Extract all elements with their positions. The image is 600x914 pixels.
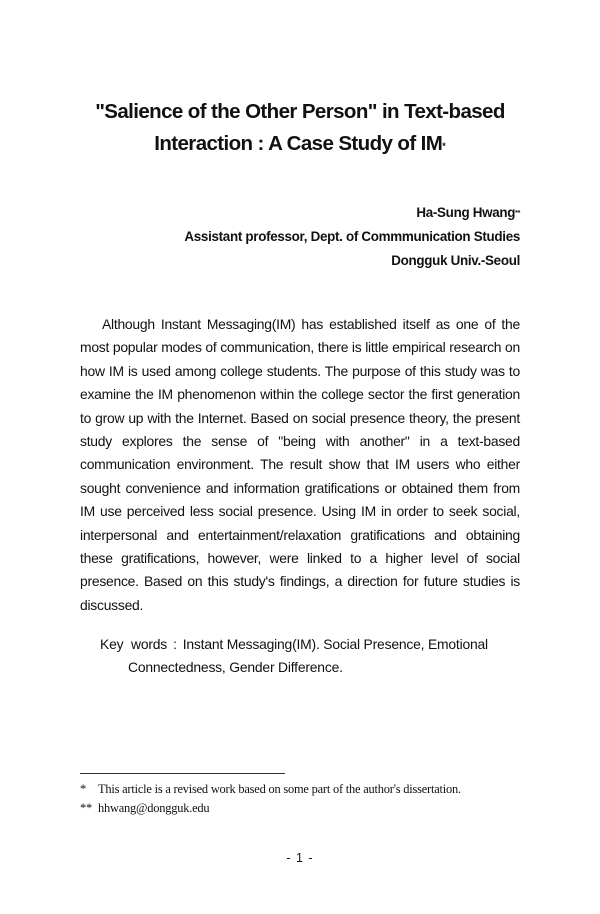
footnote-1-mark: *: [80, 782, 86, 796]
author-footnote-marker: **: [515, 210, 520, 217]
footnote-divider: [80, 773, 285, 774]
footnote-2-mark: **: [80, 801, 92, 815]
keywords-line-1: Instant Messaging(IM). Social Presence, Emotional: [182, 636, 488, 652]
title-line-1: "Salience of the Other Person" in Text-based: [95, 100, 505, 123]
footnote-1-text: This article is a revised work based on some part of the author's dissertation.: [98, 782, 461, 796]
author-block: [184, 201, 520, 273]
title-line-2: Interaction : A Case Study of IM: [154, 132, 443, 155]
footnote-1: [80, 780, 520, 799]
keywords-line-2: Connectedness, Gender Difference.: [128, 659, 343, 675]
paper-title: [40, 96, 560, 160]
abstract-text: Although Instant Messaging(IM) has established itself as one of the most popular modes of communication, there is little empirical research on how IM is used among college students. The purpose of this study was to examine the IM phenomenon within the college sector the first generation to grow up with the Internet. Based on social presence theory, the present study explores the sense of "being with another" in a text-based communication environment. The result show that IM users who either sought convenience and information gratifications or obtained them from IM use perceived less social presence. Using IM in order to seek social, interpersonal and entertainment/relaxation gratifications and obtaining these gratifications, however, were linked to a higher level of social presence. Based on this study's findings, a direction for future studies is discussed.: [80, 316, 520, 613]
title-footnote-marker: *: [442, 141, 446, 151]
author-institution: Dongguk Univ.-Seoul: [391, 253, 520, 268]
footnote-2-text: hhwang@dongguk.edu: [98, 801, 210, 815]
author-name: Ha-Sung Hwang: [416, 205, 516, 220]
page-number: - 1 -: [286, 851, 314, 865]
footnote-2: [80, 799, 520, 818]
author-position: Assistant professor, Dept. of Commmunication Studies: [184, 229, 520, 244]
keywords: [100, 633, 520, 679]
author-name-line: [184, 201, 520, 225]
keywords-label: Key words: [100, 636, 168, 652]
keywords-separator: :: [173, 636, 177, 652]
footnotes: [80, 780, 520, 818]
